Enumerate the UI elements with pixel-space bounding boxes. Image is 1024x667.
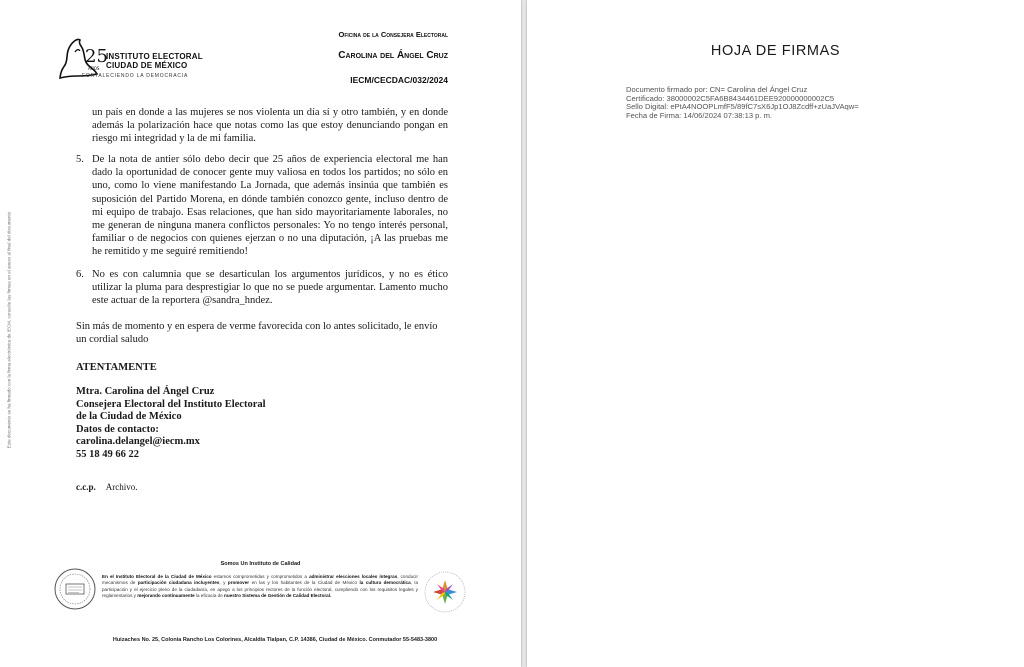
quality-bold-4: la cultura democrática — [359, 580, 411, 586]
sign-date: Fecha de Firma: 14/06/2024 07:38:13 p. m. — [626, 110, 773, 120]
signer-position-line2: de la Ciudad de México — [76, 411, 182, 422]
contact-phone: 55 18 49 66 22 — [76, 448, 139, 460]
logo-anos: AÑOS — [88, 66, 100, 71]
atentamente-label: ATENTAMENTE — [76, 362, 157, 373]
electronic-signature-side-note — [3, 180, 14, 480]
certification-seal-icon — [53, 567, 97, 611]
side-note-text: Este documento se ha firmado con la firma electrónica de IECM, consulte las firmas en el anexo al final del documento — [6, 211, 11, 449]
quality-bold-5: mejorando continuamente — [137, 593, 195, 599]
quality-part-2: , conducir mecanismos de — [102, 574, 418, 586]
signer-name: Mtra. Carolina del Ángel Cruz — [76, 386, 215, 397]
quality-bold-1: administrar elecciones locales íntegras — [309, 574, 398, 579]
item-number: 5. — [76, 154, 84, 165]
logo-number: 25 — [85, 46, 108, 67]
item-text: De la nota de antier sólo debo decir que 25 años de experiencia electoral me han dado la oportunidad de conocer gente muy valiosa en todos los partidos; no sólo en uno, como lo viene manifestando La Jornada, que además insinúa que también es suposición del Partido Morena, en dónde también conozco gente, incluso dentro de mi equipo de trabajo. Esas relaciones, que han sido mayoritariamente laborales, no me generan de ninguna manera conflictos personales: Yo no tengo interés personal, familiar o de negocios con quienes ejerzan o no una diputación, ¡A las pruebas me he remitido y me seguiré remitiendo! — [92, 154, 448, 258]
header-office: Oficina de la Consejera Electoral — [338, 30, 448, 39]
certificate: Certificado: 38000002C5FA6B8434461DEE920000000002C5 — [626, 93, 835, 103]
footer-title: Somos Un Instituto de Calidad — [220, 561, 301, 567]
ccp-value: Archivo. — [105, 482, 138, 492]
list-item-6 — [76, 268, 448, 308]
item-number: 6. — [76, 269, 84, 280]
ccp-label: c.c.p. — [76, 482, 96, 492]
contact-email: carolina.delangel@iecm.mx — [76, 436, 200, 447]
quality-part-3: , y — [219, 580, 228, 586]
signature-block — [76, 386, 266, 461]
fragment-text: un país en donde a las mujeres se nos violenta un día sí y otro también, y en donde además la polarización hace que notas como las que estoy denunciando pongan en riesgo mi integridad y la de mi familia. — [92, 107, 448, 145]
signer-position-line1: Consejera Electoral del Instituto Electoral — [76, 398, 266, 410]
quality-policy-text — [102, 574, 418, 600]
quality-bold-6: nuestro Sistema de Gestión de Calidad Electoral. — [224, 593, 332, 599]
quality-wheel-icon — [423, 570, 467, 614]
quality-bold-2: participación ciudadana incluyentes — [137, 580, 220, 586]
quality-intro: En el Instituto Electoral de la Ciudad de México — [102, 574, 212, 579]
quality-bold-3: promover — [227, 580, 250, 586]
item-text: No es con calumnia que se desarticulan los argumentos jurídicos, y no es ético utilizar la pluma para desprestigiar lo que no se puede argumentar. Lamento mucho este actuar de la reportera @sandra_hndez. — [92, 269, 448, 307]
document-page-right — [527, 0, 1024, 667]
digital-seal: Sello Digital: ePtA4NOOPLmfF5/89fC7sX6Jp1OJ8Zcdff+zUaJVAqw= — [626, 102, 859, 112]
logo-institute-line1: INSTITUTO ELECTORAL — [106, 52, 203, 61]
signed-by: Documento firmado por: CN= Carolina del Ángel Cruz — [626, 85, 808, 94]
quality-part-6: la eficacia de — [194, 593, 225, 599]
signature-sheet-title: HOJA DE FIRMAS — [710, 43, 841, 59]
signature-details — [626, 86, 859, 120]
header-reference: IECM/CECDAC/032/2024 — [350, 75, 448, 85]
quality-part-5: , la participación y el ejercicio pleno de la ciudadanía, en apego a los principios rectores de la función electoral, cumpliendo con los requisitos legales y reglamentarios y — [102, 580, 418, 599]
paragraph-fragment — [92, 106, 448, 146]
ccp-line — [76, 482, 138, 492]
header-name: Carolina del Ángel Cruz — [338, 50, 448, 61]
list-item-5 — [76, 153, 448, 259]
quality-part-1: estamos comprometidas y comprometidos a — [211, 574, 310, 579]
closing-paragraph: Sin más de momento y en espera de verme favorecida con lo antes solicitado, le envío un cordial saludo — [76, 321, 438, 346]
footer-address: Huizaches No. 25, Colonia Rancho Los Colorines, Alcaldía Tlalpan, C.P. 14386, Ciudad de México. Conmutador 55-5483-3800 — [112, 637, 438, 643]
quality-part-4: en las y los habitantes de la Ciudad de México — [249, 580, 360, 586]
logo-institute-line2: CIUDAD DE MÉXICO — [106, 61, 188, 70]
logo-tagline: FORTALECIENDO LA DEMOCRACIA — [82, 73, 189, 79]
contact-label: Datos de contacto: — [76, 423, 159, 435]
